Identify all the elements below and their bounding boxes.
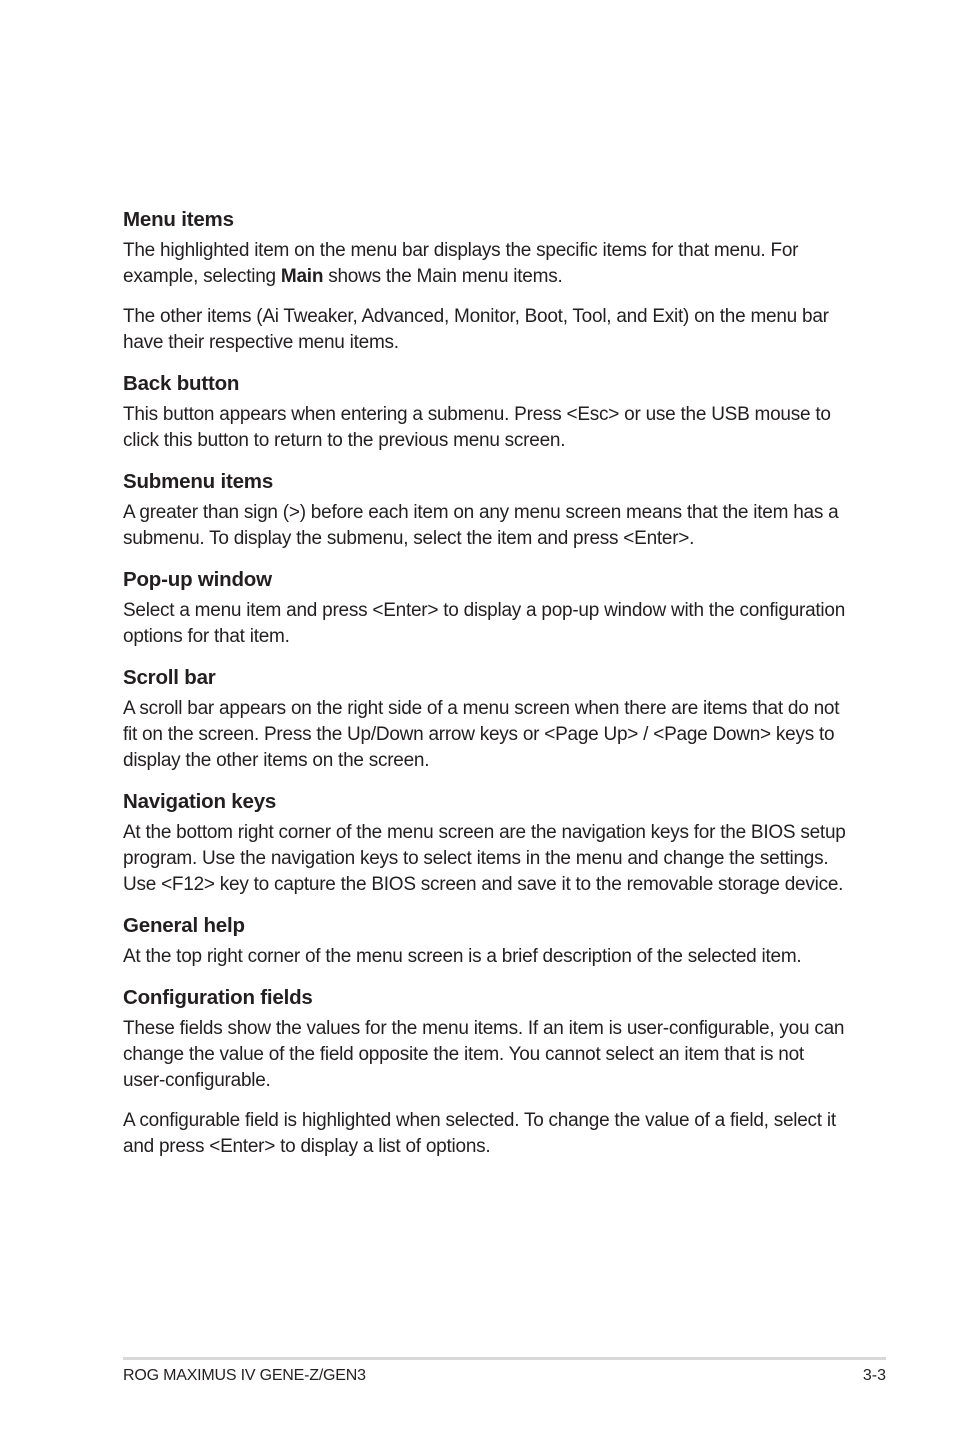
section-heading: General help	[123, 914, 245, 937]
section-navigation-keys	[123, 788, 848, 898]
section-popup-window	[123, 566, 848, 650]
section-paragraph: At the bottom right corner of the menu screen are the navigation keys for the BIOS setup program. Use the navigation keys to select items in the menu and change the settings. Use <F12> key to capture the BIOS screen and save it to the removable storage device.	[123, 822, 846, 895]
section-paragraph: These fields show the values for the menu items. If an item is user-configurable, you can change the value of the field opposite the item. You cannot select an item that is not user-configurable.	[123, 1018, 845, 1091]
section-paragraph: The other items (Ai Tweaker, Advanced, Monitor, Boot, Tool, and Exit) on the menu bar have their respective menu items.	[123, 306, 829, 353]
section-general-help	[123, 912, 848, 970]
section-paragraph	[123, 238, 848, 290]
section-configuration-fields	[123, 984, 848, 1160]
footer-product-name: ROG MAXIMUS IV GENE-Z/GEN3	[123, 1367, 366, 1384]
section-menu-items	[123, 206, 848, 356]
section-heading: Menu items	[123, 208, 234, 231]
section-paragraph: A configurable field is highlighted when selected. To change the value of a field, select it and press <Enter> to display a list of options.	[123, 1110, 836, 1157]
section-paragraph: Select a menu item and press <Enter> to display a pop-up window with the configuration options for that item.	[123, 600, 846, 647]
paragraph-text: shows the Main menu items.	[323, 266, 563, 287]
section-submenu-items	[123, 468, 848, 552]
section-paragraph: This button appears when entering a submenu. Press <Esc> or use the USB mouse to click this button to return to the previous menu screen.	[123, 404, 831, 451]
section-paragraph: A scroll bar appears on the right side of a menu screen when there are items that do not fit on the screen. Press the Up/Down arrow keys or <Page Up> / <Page Down> keys to display the other items on the screen.	[123, 698, 840, 771]
footer-page-number: 3-3	[862, 1367, 886, 1384]
footer-divider	[123, 1357, 886, 1360]
section-heading: Navigation keys	[123, 790, 277, 813]
section-scroll-bar	[123, 664, 848, 774]
paragraph-text: The highlighted item on the menu bar displays the specific items for that menu. For example, selecting	[123, 240, 799, 287]
section-back-button	[123, 370, 848, 454]
page-content	[123, 206, 848, 1160]
section-paragraph: A greater than sign (>) before each item on any menu screen means that the item has a submenu. To display the submenu, select the item and press <Enter>.	[123, 502, 839, 549]
section-heading: Back button	[123, 372, 240, 395]
bold-term: Main	[280, 266, 324, 287]
section-heading: Pop-up window	[123, 568, 272, 591]
section-heading: Submenu items	[123, 470, 274, 493]
section-heading: Scroll bar	[123, 666, 216, 689]
section-paragraph: At the top right corner of the menu screen is a brief description of the selected item.	[123, 946, 802, 967]
section-heading: Configuration fields	[123, 986, 313, 1009]
